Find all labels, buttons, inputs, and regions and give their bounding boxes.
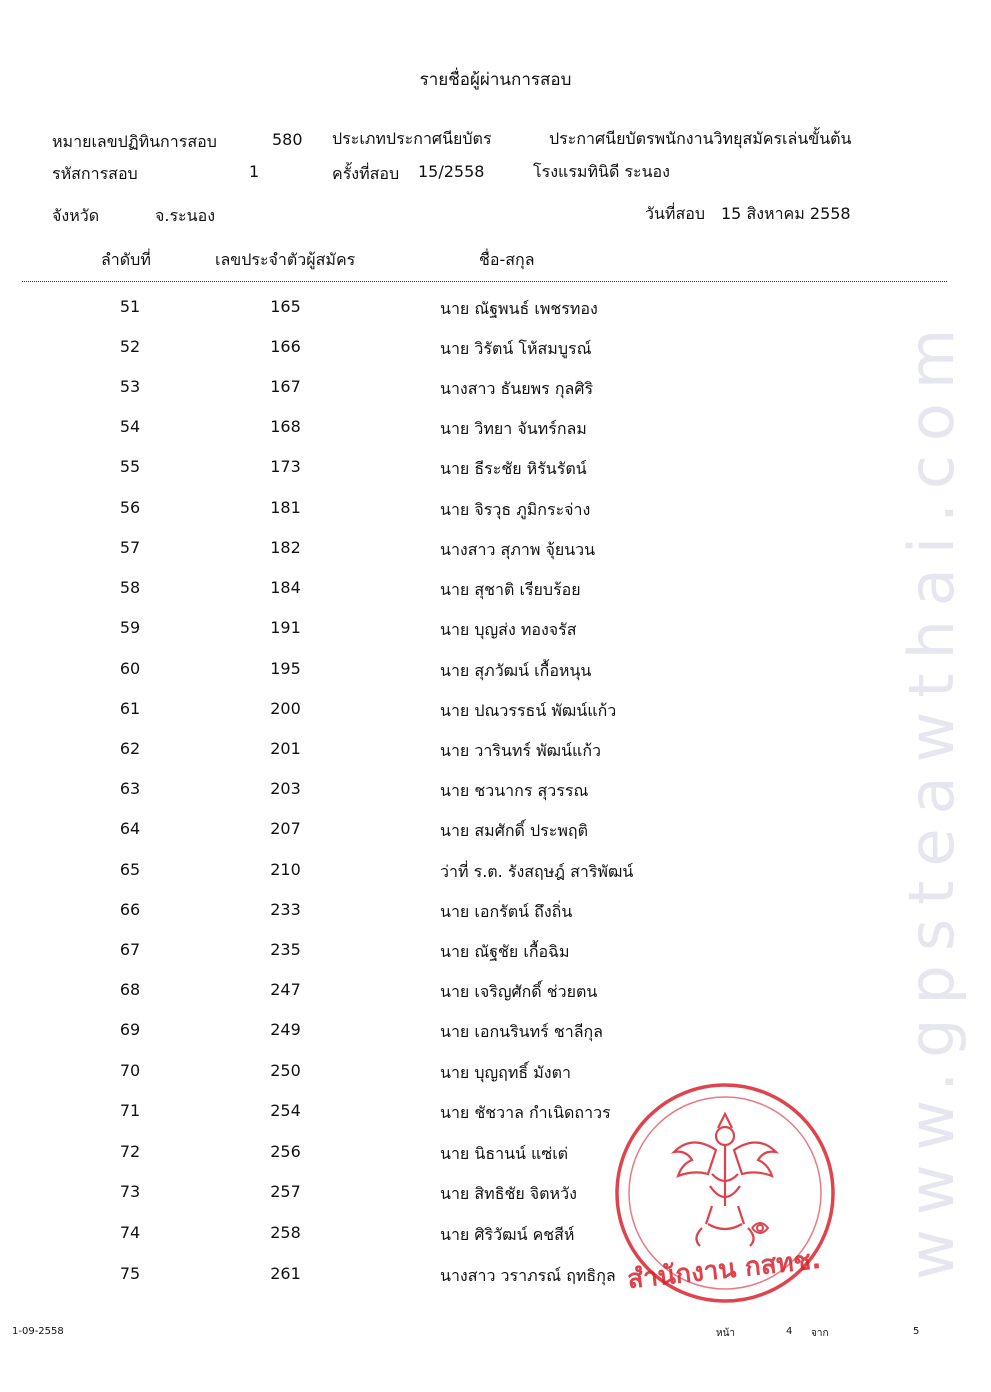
candidate-id: 254 — [270, 1101, 301, 1120]
candidate-id: 257 — [270, 1182, 301, 1201]
row-number: 61 — [119, 699, 141, 718]
list-item — [0, 1142, 991, 1182]
list-item — [0, 377, 991, 417]
list-item — [0, 538, 991, 578]
candidate-name: นาย สุชาติ เรียบร้อย — [440, 580, 581, 599]
row-number: 54 — [119, 417, 141, 436]
list-item — [0, 498, 991, 538]
cert-type-label: ประเภทประกาศนียบัตร — [332, 129, 492, 148]
date-value: 15 สิงหาคม 2558 — [721, 204, 851, 223]
row-number: 66 — [119, 900, 141, 919]
row-number: 72 — [119, 1142, 141, 1161]
row-number: 70 — [119, 1061, 141, 1080]
list-item — [0, 739, 991, 779]
candidate-id: 182 — [270, 538, 301, 557]
row-number: 67 — [119, 940, 141, 959]
date-label: วันที่สอบ — [645, 204, 705, 223]
candidate-id: 167 — [270, 377, 301, 396]
row-number: 74 — [119, 1223, 141, 1242]
row-number: 63 — [119, 779, 141, 798]
list-item — [0, 860, 991, 900]
row-number: 69 — [119, 1020, 141, 1039]
candidate-name: นาย บุญฤทธิ์ มังตา — [440, 1063, 571, 1082]
candidate-id: 191 — [270, 618, 301, 637]
round-label: ครั้งที่สอบ — [332, 164, 400, 183]
candidate-id: 207 — [270, 819, 301, 838]
candidate-name: นาย วิรัตน์ โห้สมบูรณ์ — [440, 339, 592, 358]
seal-text: สำนักงาน กสทช. — [625, 1244, 823, 1296]
list-item — [0, 457, 991, 497]
candidate-id: 173 — [270, 457, 301, 476]
candidate-name: นาย ปณวรรธน์ พัฒน์แก้ว — [440, 701, 617, 720]
list-item — [0, 1101, 991, 1141]
list-item — [0, 819, 991, 859]
candidate-id: 256 — [270, 1142, 301, 1161]
list-item — [0, 297, 991, 337]
candidate-name: นาย สมศักดิ์ ประพฤติ — [440, 821, 588, 840]
list-item — [0, 659, 991, 699]
candidate-id: 181 — [270, 498, 301, 517]
candidate-id: 165 — [270, 297, 301, 316]
candidate-id: 203 — [270, 779, 301, 798]
candidate-name: นาย เอกรัตน์ ถึงถิ่น — [440, 902, 573, 921]
candidate-name: นาย เจริญศักดิ์ ช่วยตน — [440, 982, 598, 1001]
candidate-name: นางสาว วราภรณ์ ฤทธิกุล — [440, 1266, 616, 1285]
candidate-name: ว่าที่ ร.ต. รังสฤษฎ์ สาริพัฒน์ — [440, 862, 634, 881]
print-date: 1-09-2558 — [12, 1326, 64, 1337]
candidate-name: นาย ศิริวัฒน์ คชสีห์ — [440, 1225, 575, 1244]
row-number: 68 — [119, 980, 141, 999]
list-item — [0, 779, 991, 819]
candidate-name: นาย ชัชวาล กำเนิดถาวร — [440, 1103, 611, 1122]
row-number: 56 — [119, 498, 141, 517]
page-title: รายชื่อผู้ผ่านการสอบ — [419, 70, 572, 90]
candidate-id: 166 — [270, 337, 301, 356]
row-number: 60 — [119, 659, 141, 678]
list-item — [0, 699, 991, 739]
row-number: 53 — [119, 377, 141, 396]
page-label: หน้า — [716, 1328, 736, 1339]
candidate-id: 258 — [270, 1223, 301, 1242]
total-pages: 5 — [913, 1326, 920, 1337]
exam-code-value: 1 — [249, 162, 260, 181]
row-number: 59 — [119, 618, 141, 637]
list-item — [0, 337, 991, 377]
row-number: 73 — [119, 1182, 141, 1201]
candidate-id: 184 — [270, 578, 301, 597]
candidate-name: นาย วารินทร์ พัฒน์แก้ว — [440, 741, 602, 760]
row-number: 65 — [119, 860, 141, 879]
list-item — [0, 1223, 991, 1263]
row-number: 57 — [119, 538, 141, 557]
candidate-id: 201 — [270, 739, 301, 758]
candidate-name: นาย สิทธิชัย จิตหวัง — [440, 1184, 577, 1203]
row-number: 71 — [119, 1101, 141, 1120]
candidate-name: นาย วิทยา จันทร์กลม — [440, 419, 587, 438]
candidate-id: 250 — [270, 1061, 301, 1080]
candidate-name: นาย บุญส่ง ทองจรัส — [440, 620, 577, 639]
column-header-name: ชื่อ-สกุล — [479, 250, 535, 269]
candidate-id: 200 — [270, 699, 301, 718]
row-number: 55 — [119, 457, 141, 476]
candidate-name: นาย ณัฐชัย เกื้อฉิม — [440, 942, 570, 961]
candidate-name: นาย ณัฐพนธ์ เพชรทอง — [440, 299, 598, 318]
candidate-name: นาย ชวนากร สุวรรณ — [440, 781, 589, 800]
row-number: 52 — [119, 337, 141, 356]
official-seal-stamp — [612, 1078, 838, 1308]
list-item — [0, 980, 991, 1020]
candidate-id: 195 — [270, 659, 301, 678]
list-item — [0, 1061, 991, 1101]
list-item — [0, 900, 991, 940]
province-value: จ.ระนอง — [155, 206, 216, 225]
cert-type-value: ประกาศนียบัตรพนักงานวิทยุสมัครเล่นขั้นต้น — [549, 129, 852, 148]
list-item — [0, 417, 991, 457]
candidate-id: 235 — [270, 940, 301, 959]
permit-label: หมายเลขปฏิทินการสอบ — [52, 132, 217, 151]
candidate-id: 210 — [270, 860, 301, 879]
exam-code-label: รหัสการสอบ — [52, 164, 138, 183]
candidate-id: 233 — [270, 900, 301, 919]
candidate-id: 261 — [270, 1264, 301, 1283]
of-label: จาก — [811, 1328, 829, 1339]
candidate-name: นาย นิธานน์ แซ่เต่ — [440, 1144, 569, 1163]
row-number: 51 — [119, 297, 141, 316]
header-divider — [22, 281, 947, 282]
list-item — [0, 618, 991, 658]
row-number: 75 — [119, 1264, 141, 1283]
candidate-name: นางสาว สุภาพ จุ้ยนวน — [440, 540, 596, 559]
candidate-id: 247 — [270, 980, 301, 999]
column-header-no: ลำดับที่ — [101, 250, 151, 269]
list-item — [0, 1182, 991, 1222]
round-value: 15/2558 — [418, 162, 485, 181]
candidate-name: นาย ธีระชัย หิรันรัตน์ — [440, 459, 587, 478]
candidate-name: นาย เอกนรินทร์ ชาลีกุล — [440, 1022, 603, 1041]
candidate-name: นาย จิรวุธ ภูมิกระจ่าง — [440, 500, 591, 519]
list-item — [0, 1264, 991, 1304]
candidate-name: นางสาว ธันยพร กุลศิริ — [440, 379, 594, 398]
row-number: 62 — [119, 739, 141, 758]
watermark: www.gpsteawthai.com — [895, 314, 968, 1280]
page-number: 4 — [786, 1326, 793, 1337]
permit-value: 580 — [272, 130, 303, 149]
row-number: 58 — [119, 578, 141, 597]
list-item — [0, 578, 991, 618]
candidate-name: นาย สุภวัฒน์ เกื้อหนุน — [440, 661, 592, 680]
list-item — [0, 940, 991, 980]
garuda-emblem-icon — [674, 1114, 776, 1246]
province-label: จังหวัด — [52, 206, 100, 225]
column-header-id: เลขประจำตัวผู้สมัคร — [215, 250, 356, 269]
row-number: 64 — [119, 819, 141, 838]
candidate-id: 168 — [270, 417, 301, 436]
candidate-id: 249 — [270, 1020, 301, 1039]
list-item — [0, 1020, 991, 1060]
venue: โรงแรมทินิดี ระนอง — [533, 162, 670, 181]
